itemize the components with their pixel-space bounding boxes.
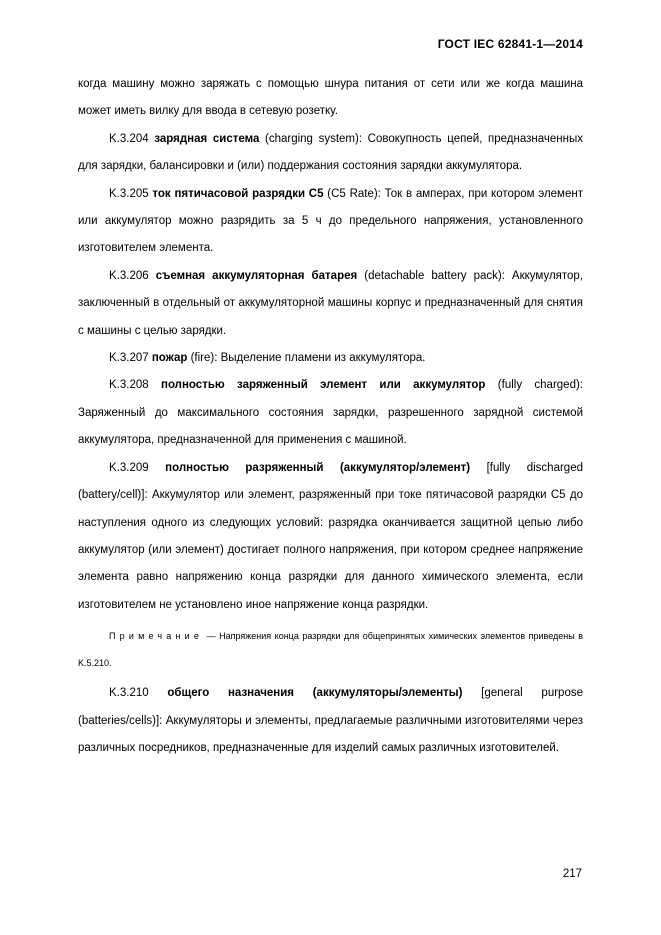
definition-k3204 <box>78 126 583 181</box>
note <box>78 623 583 677</box>
definition-k3209 <box>78 455 583 619</box>
definition-text: (charging system): Совокупность цепей, предназначенных для зарядки, балансировки и (или) поддержания состояния зарядки аккумулятора. <box>78 132 583 173</box>
term: полностью заряженный элемент или аккумулятор <box>161 379 486 392</box>
document-header: ГОСТ IEC 62841-1—2014 <box>437 37 583 51</box>
definition-k3207 <box>78 345 583 372</box>
clause-number: K.3.208 <box>109 379 149 392</box>
note-label: Примечание <box>109 631 204 642</box>
definition-text: (detachable battery pack): Аккумулятор, заключенный в отдельный от аккумуляторной машины корпус и предназначенный для снятия с машины с целью зарядки. <box>78 269 584 337</box>
definition-text: (fully charged): Заряженный до максимального состояния зарядки, разрешенного зарядной системой аккумулятора, предназначенной для применения с машиной. <box>78 379 583 447</box>
page-number: 217 <box>562 868 582 880</box>
definition-text: [general purpose (batteries/cells)]: Аккумуляторы и элементы, предлагаемые различными изготовителями через различных посредников, предназначенные для изделий самых различных изготовителей. <box>78 687 583 754</box>
paragraph-text: когда машину можно заряжать с помощью шнура питания от сети или же когда машина может иметь вилку для ввода в сетевую розетку. <box>78 78 583 118</box>
definition-k3206 <box>78 263 583 345</box>
definition-k3210 <box>78 680 583 762</box>
term: съемная аккумуляторная батарея <box>155 269 358 282</box>
clause-number: K.3.204 <box>109 132 149 145</box>
note-text: — Напряжения конца разрядки для общепринятых химических элементов приведены в K.5.210. <box>78 631 583 669</box>
clause-number: K.3.207 <box>109 352 149 365</box>
term: ток пятичасовой разрядки C5 <box>152 187 324 200</box>
clause-number: K.3.210 <box>109 687 149 700</box>
paragraph-continuation <box>78 71 583 126</box>
term: общего назначения (аккумуляторы/элементы) <box>167 687 463 700</box>
term: зарядная система <box>154 132 260 145</box>
definition-text: (C5 Rate): Ток в амперах, при котором элемент или аккумулятор можно разрядить за 5 ч до предельного напряжения, установленного изготовителем элемента. <box>78 187 583 255</box>
clause-number: K.3.209 <box>109 461 149 474</box>
term: пожар <box>151 352 188 365</box>
definition-k3208 <box>78 372 583 454</box>
definition-k3205 <box>78 181 583 263</box>
term: полностью разряженный (аккумулятор/элемент) <box>165 461 471 474</box>
clause-number: K.3.206 <box>109 269 149 282</box>
definition-text: [fully discharged (battery/cell)]: Аккумулятор или элемент, разряженный при токе пятичасовой разрядки C5 до наступления одного из следующих условий: разрядка оканчивается защитной цепью либо аккумулятор (или элемент) достигает полного напряжения, при котором среднее напряжение элемента равно напряжению конца разрядки для данного химического элемента, если изготовителем не установлено иное напряжение конца разрядки. <box>78 461 583 611</box>
page-body <box>78 71 583 762</box>
definition-text: (fire): Выделение пламени из аккумулятора. <box>187 352 426 365</box>
clause-number: K.3.205 <box>109 187 149 200</box>
